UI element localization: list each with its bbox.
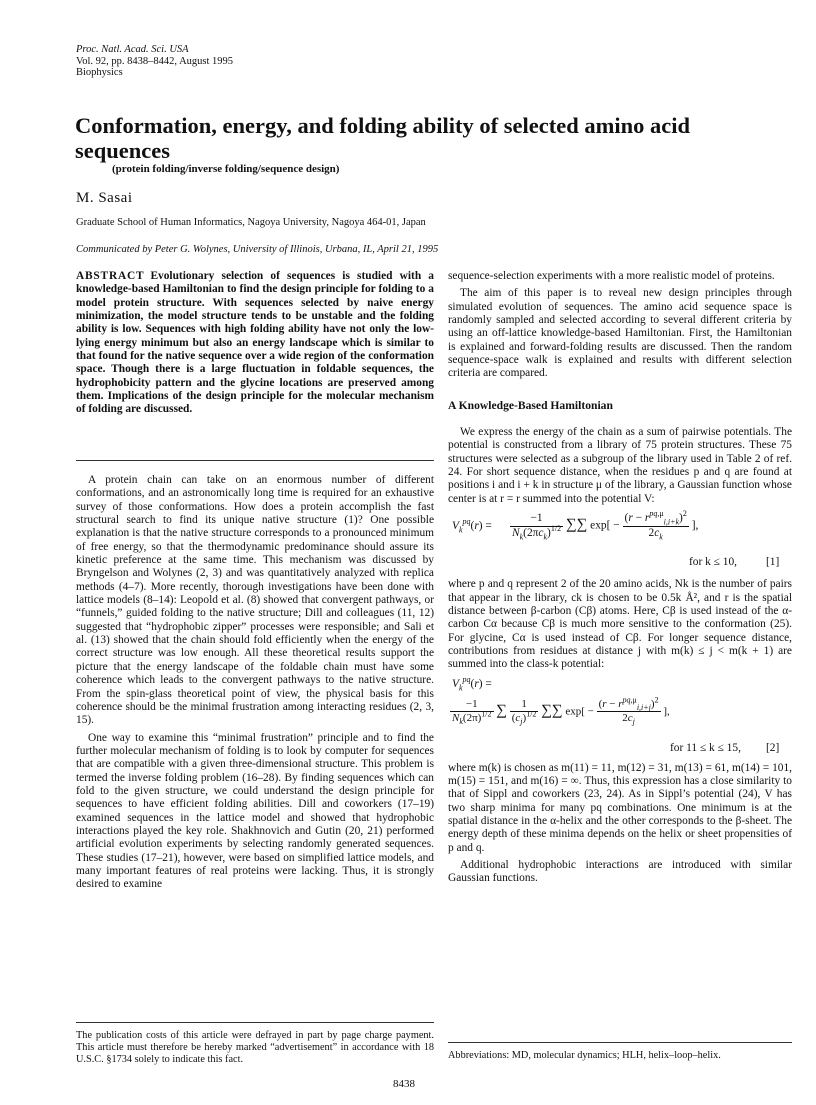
intro-paragraph-2: One way to examine this “minimal frustration” principle and to find the further molecular mechanism of folding is to look by computer for sequences that are compatible with a given three-dimensional structure. This problem is termed the inverse folding problem (16–28). By finding sequences which can fold to the given structure, we could understand the design principle for sequences to have efficient folding abilities. Dill and coworkers (17–19) examined sequences in the lattice model and showed that hydrophobic interactions played the key role. Shakhnovich and Gutin (20, 21) performed artificial evolution experiments by selecting randomly generated sequences. These studies (17–21), however, were based on simplified lattice models, and many important features of real proteins were lacking. Thus, it is strongly desired to examine xyxy=(76,731,434,891)
journal-header xyxy=(76,44,233,79)
abstract-text: Evolutionary selection of sequences is studied with a knowledge-based Hamiltonian to find the design principle for folding to a model protein structure. With sequences selected by naive energy minimization, the model structure tends to be unstable and the folding ability is low. Sequences with high folding ability have not only the low-lying energy minimum but also an energy landscape which is similar to that found for the native sequence over a wide region of the conformation space. Though there is a large fluctuation in foldable sequences, the hydrophobicity pattern and the glycine locations are preserved among them. Implications of the design principle for the molecular mechanism of folding are discussed. xyxy=(76,270,434,416)
right-paragraph-3: We express the energy of the chain as a sum of pairwise potentials. The potential is constructed from a library of 75 protein structures. These 75 structures were selected as a subgroup of the library used in Table 2 of ref. 24. For short sequence distance, when the residues p and q are found at positions i and i + k in structure μ of the library, a Gaussian function whose center is at r = r summed into the potential V: xyxy=(448,426,792,505)
equation-2: $V_k^{pq}(r)$ = $\frac{-1}{N_k(2\pi)^{1/2}}$ ∑ $\frac{1}{(c_j)^{1/2}}$ ∑∑ exp[ − $\frac{(r - r^{pq,\mu}_{i,i+j})^2}{2c_j}$ ], for 11 ≤ k ≤ 15, [2] xyxy=(452,674,780,754)
right-paragraph-4: where p and q represent 2 of the 20 amino acids, Nk is the number of pairs that appear in the library, ck is chosen to be 0.5k Å², and r is the spatial distance between β-carbon (Cβ) atoms. Here, Cβ is used instead of the α-carbon Cα because Cβ is much more sensitive to the conformation (25). For glycine, Cα is used instead of Cβ. For longer sequence distance, contributions from residues at distance j with m(k) ≤ j < m(k + 1) are summed into the class-k potential: xyxy=(448,578,792,671)
journal-section: Biophysics xyxy=(76,67,123,78)
left-column-body xyxy=(76,474,434,892)
page-number: 8438 xyxy=(393,1078,415,1090)
abstract xyxy=(76,270,434,417)
journal-name: Proc. Natl. Acad. Sci. USA xyxy=(76,44,189,55)
equation-1: $V_k^{pq}(r)$ = $\frac{-1}{N_k(2\pi c_k)^{1/2}}$ ∑∑ exp[ − $\frac{(r - r^{pq,\mu}_{i,i+k})^2}{2c_k}$ ], for k ≤ 10, [1] xyxy=(452,509,780,569)
equation-1-number: [1] xyxy=(766,556,780,569)
equation-2-condition: for 11 ≤ k ≤ 15, xyxy=(670,741,741,754)
communicated-by: Communicated by Peter G. Wolynes, University of Illinois, Urbana, IL, April 21, 1995 xyxy=(76,244,439,255)
equation-2-number: [2] xyxy=(766,741,780,754)
journal-volume: Vol. 92, pp. 8438–8442, August 1995 xyxy=(76,55,234,67)
right-paragraph-6: Additional hydrophobic interactions are introduced with similar Gaussian functions. xyxy=(448,858,792,885)
author: M. Sasai xyxy=(76,190,133,206)
section-heading: A Knowledge-Based Hamiltonian xyxy=(448,398,613,412)
equation-1-condition: for k ≤ 10, xyxy=(689,556,738,569)
right-paragraph-1: sequence-selection experiments with a more realistic model of proteins. xyxy=(448,270,775,282)
intro-paragraph-1: A protein chain can take on an enormous number of different conformations, and an astronomically long time is required for an exhaustive survey of those conformations. How does a protein accomplish the fast structural search to find its unique native structure (1)? One possible explanation is that the native structure corresponds to a pronounced minimum of free energy, so that the thermodynamic predominance should assure its kinetic preference at the same time. This mechanism was discussed by Bryngelson and Wolynes (2, 3) and was quantitatively analyzed with replica methods (4–7). More recently, thorough investigations have been done with lattice models (8–14): Leopold et al. (8) showed that convergent pathways, or “funnels,” guided folding to the native structure; Dill and colleagues (11, 12) suggested that “hydrophobic zipper” processes were responsible; and Sali et al. (13) showed that the chain should fold efficiently when the energy of the correct structure was low enough. All these theoretical results support the picture that the energy landscape of the foldable chain must have some coherence which leads to the convergent pathways to the native structure. From the spin-glass theoretical point of view, the physical basis for this coherence should be the minimal frustration among interacting residues (2, 3, 15). xyxy=(76,474,434,727)
abbreviation-divider xyxy=(448,1042,792,1043)
right-paragraph-2: The aim of this paper is to reveal new design principles through simulated evolution of sequences. The amino acid sequence space is randomly sampled and selected according to several different criteria by using an off-lattice knowledge-based Hamiltonian. First, the Hamiltonian is explained and forward-folding results are discussed. Then the random sequence-space walk is explained and results with different selection criteria are compared. xyxy=(448,287,792,380)
publication-footnote: The publication costs of this article were defrayed in part by page charge payment. This article must therefore be hereby marked “advertisement” in accordance with 18 U.S.C. §1734 solely to indicate this fact. xyxy=(76,1030,434,1065)
right-column-body xyxy=(448,270,792,886)
abstract-divider xyxy=(76,460,434,461)
abbreviations: Abbreviations: MD, molecular dynamics; HLH, helix–loop–helix. xyxy=(448,1050,721,1061)
right-paragraph-5: where m(k) is chosen as m(11) = 11, m(12) = 31, m(13) = 61, m(14) = 101, m(15) = 151, and m(16) = ∞. Thus, this expression has a close similarity to that of Sippl and coworkers (23, 24). As in Sippl’s potential (24), V has two sharp minima for many pq combinations. One minimum is at the spatial distance in the α-helix and the other corresponds to the β-sheet. The energy depth of these minima depends on the helix or sheet propensities of p and q. xyxy=(448,761,792,854)
keywords: (protein folding/inverse folding/sequence design) xyxy=(112,163,340,175)
affiliation: Graduate School of Human Informatics, Nagoya University, Nagoya 464-01, Japan xyxy=(76,217,426,228)
abstract-label: ABSTRACT xyxy=(76,270,145,282)
article-title: Conformation, energy, and folding ability of selected amino acid sequences xyxy=(75,113,690,163)
footnote-divider xyxy=(76,1022,434,1023)
